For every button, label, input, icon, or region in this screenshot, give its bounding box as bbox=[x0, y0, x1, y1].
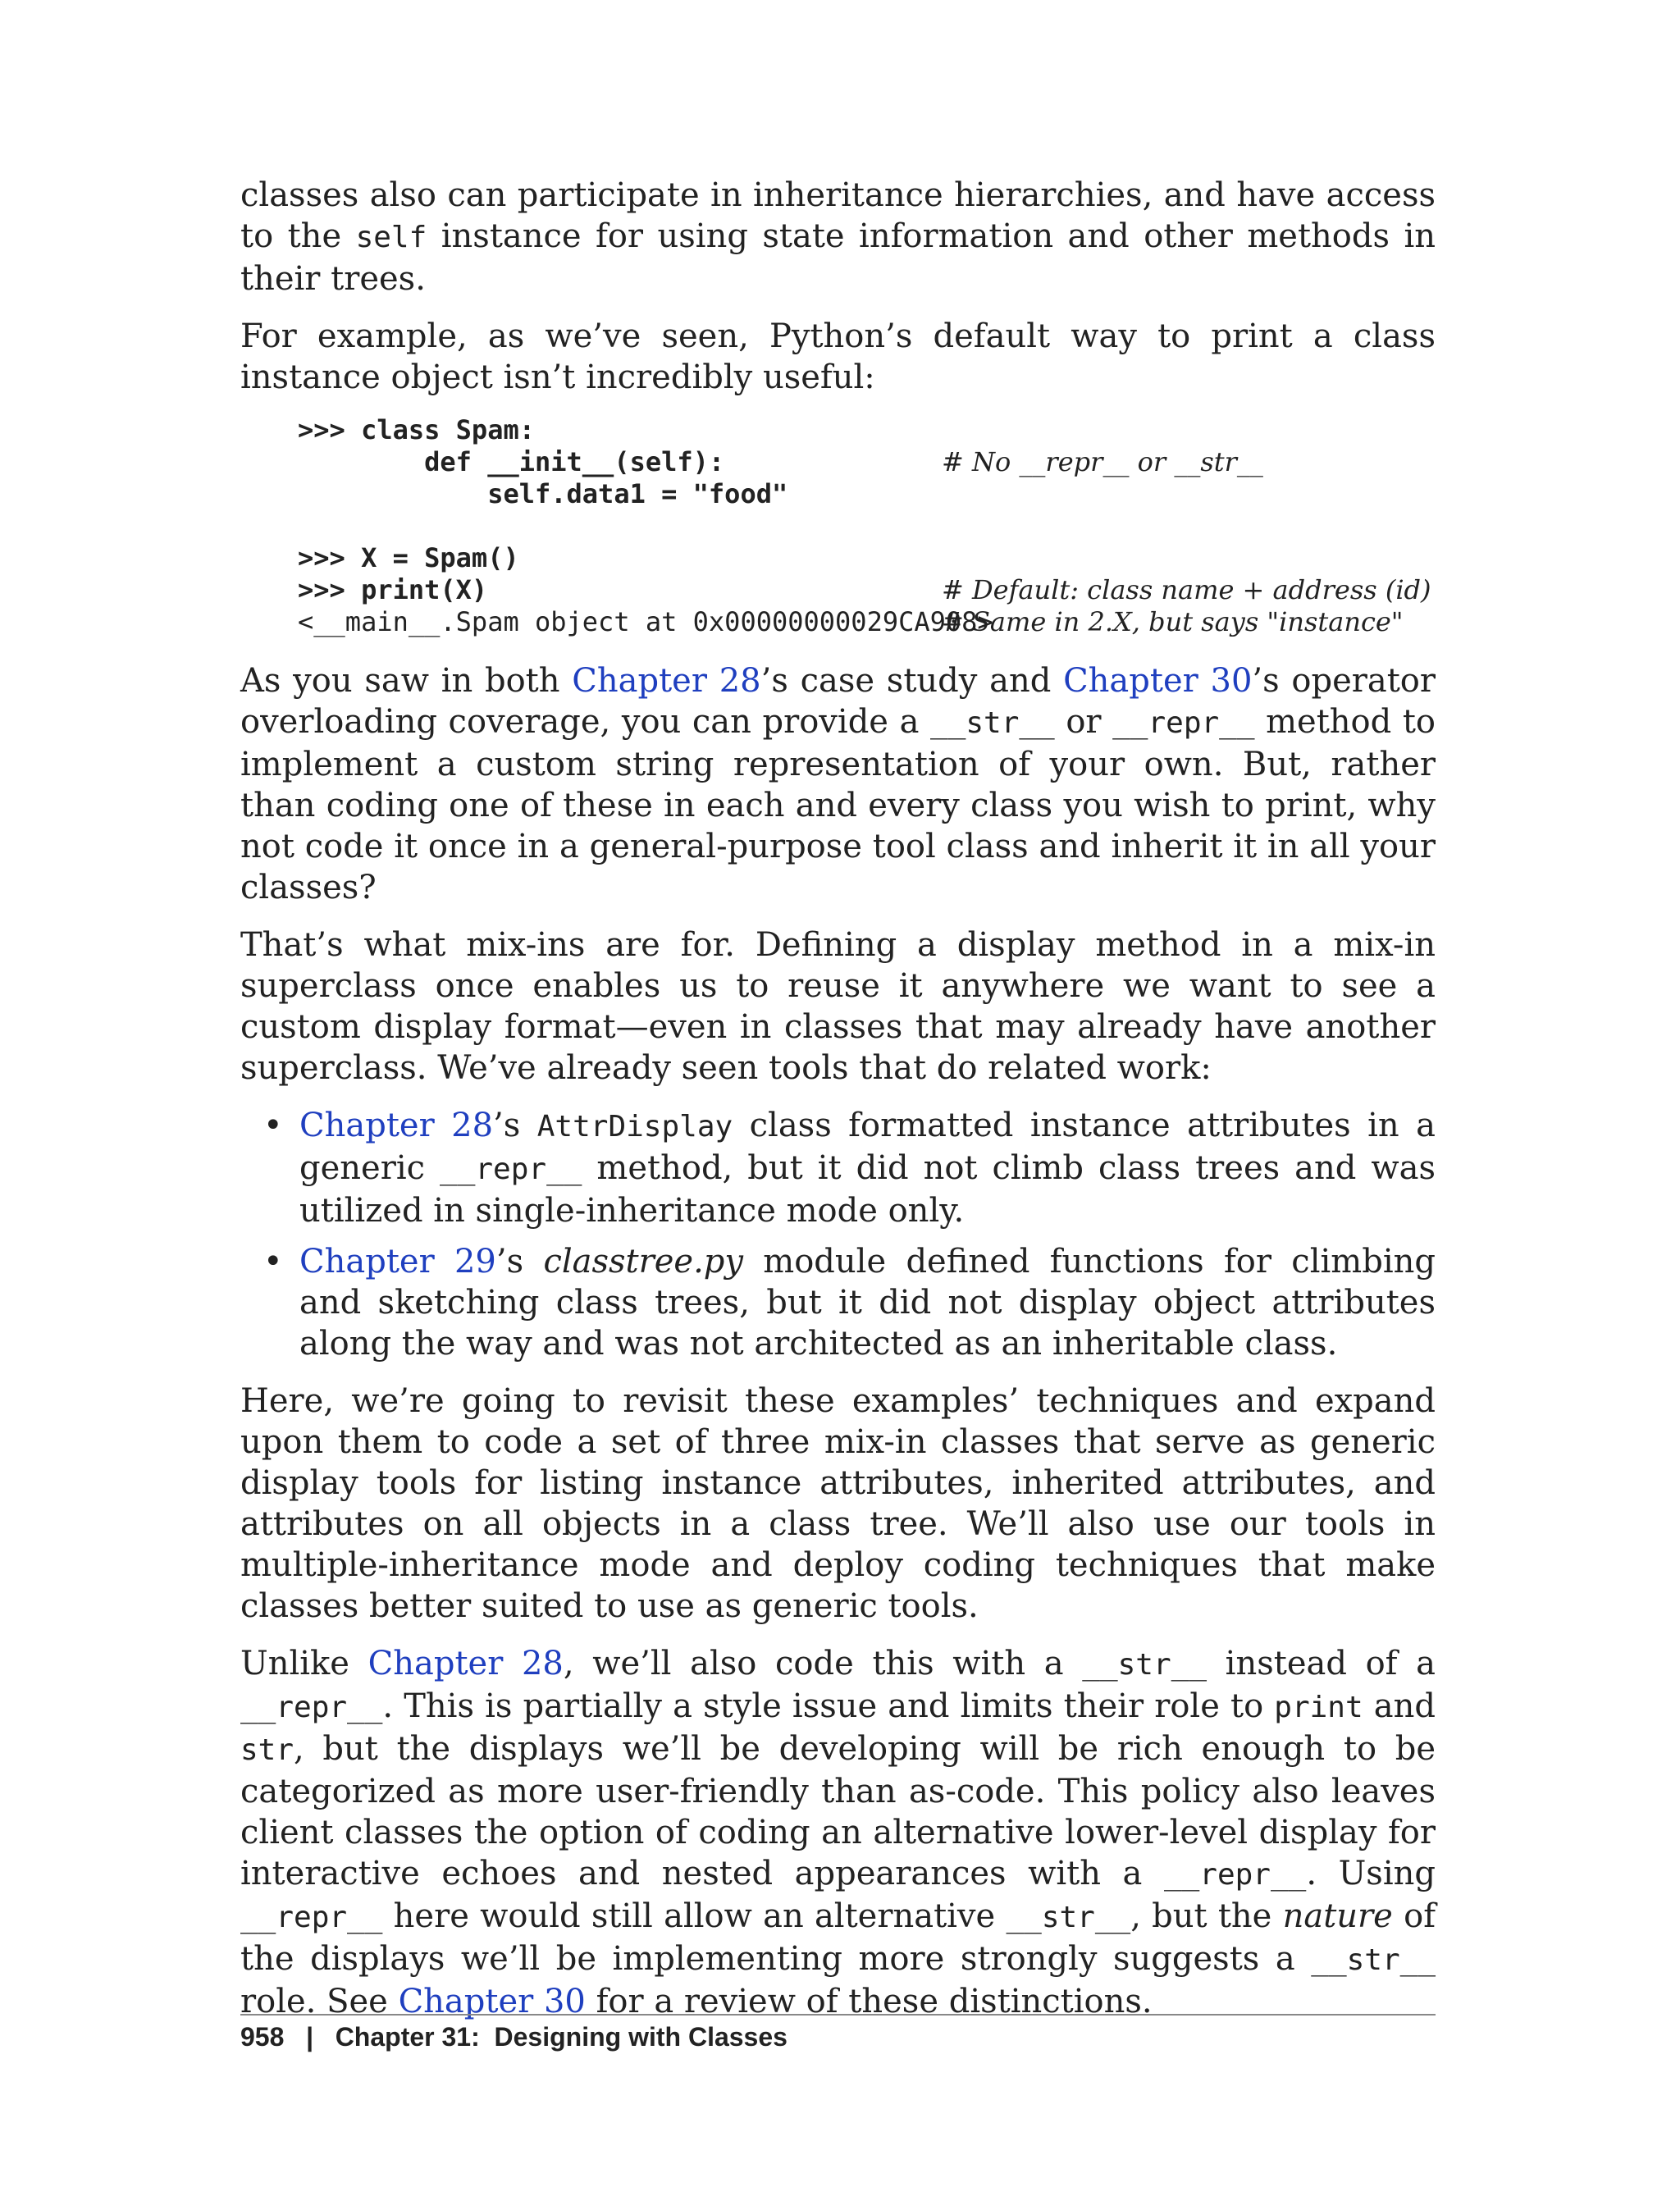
text: As you saw in both bbox=[240, 662, 573, 700]
code-line: >>> print(X) bbox=[298, 574, 488, 605]
text: method, but it did not climb class trees and was utilized in single-inheritance mode only. bbox=[299, 1149, 1436, 1230]
chapter-28-link[interactable]: Chapter 28 bbox=[572, 662, 761, 700]
bullet-list bbox=[240, 1105, 1436, 1364]
text: , but the bbox=[1130, 1897, 1283, 1935]
paragraph-plan bbox=[240, 1381, 1436, 1627]
chapter-30-link[interactable]: Chapter 30 bbox=[1063, 662, 1253, 700]
code-line: >>> class Spam: bbox=[298, 414, 535, 445]
filename: classtree.py bbox=[543, 1243, 743, 1281]
bullet-icon: • bbox=[263, 1243, 283, 1281]
code-line: self.data1 = "food" bbox=[298, 478, 788, 509]
text: here would still allow an alternative bbox=[382, 1897, 1007, 1935]
inline-code: self bbox=[355, 221, 427, 254]
inline-code: __str__ bbox=[930, 706, 1055, 740]
inline-code: str bbox=[240, 1733, 294, 1767]
footer-separator: | bbox=[306, 2022, 314, 2052]
running-head-chapter: Chapter 31: Designing with Classes bbox=[335, 2022, 788, 2052]
text: classes also can participate in inheritance hierarchies, and have access to the bbox=[240, 176, 1436, 255]
text: ’s operator overloading coverage, you can provide a bbox=[240, 662, 1436, 741]
text: or bbox=[1054, 703, 1113, 741]
text: class formatted instance attributes in a generic bbox=[299, 1107, 1436, 1187]
list-item bbox=[263, 1105, 1436, 1231]
footer-divider bbox=[240, 2014, 1436, 2016]
text: . This is partially a style issue and limits their role to bbox=[382, 1687, 1275, 1725]
inline-code: AttrDisplay bbox=[536, 1110, 733, 1144]
text: for a review of these distinctions. bbox=[585, 1983, 1153, 2020]
page-footer bbox=[240, 2022, 788, 2052]
text: For example, as we’ve seen, Python’s default way to print a class instance object isn’t incredibly useful: bbox=[240, 317, 1436, 396]
emphasis: nature bbox=[1282, 1897, 1393, 1935]
text: Unlike bbox=[240, 1645, 368, 1682]
inline-code: __repr__ bbox=[1112, 706, 1255, 740]
paragraph-str-choice bbox=[240, 1643, 1436, 2022]
text: That’s what mix-ins are for. Defining a display method in a mix-in superclass once enables us to reuse it anywhere we want to see a custom display format—even in classes that may already have another superclass. We’ve already seen tools that do related work: bbox=[240, 926, 1436, 1087]
text: Here, we’re going to revisit these examples’ techniques and expand upon them to code a set of three mix-in classes that serve as generic display tools for listing instance attributes, inherited attributes, and attributes on all objects in a class tree. We’ll also use our tools in multiple-inheritance mode and deploy coding techniques that make classes better suited to use as generic tools. bbox=[240, 1382, 1436, 1625]
paragraph-str-repr bbox=[240, 660, 1436, 908]
inline-code: __repr__ bbox=[240, 1901, 383, 1934]
code-comment: # No __repr__ or __str__ bbox=[942, 446, 1263, 477]
code-block bbox=[298, 414, 1436, 644]
text: ’s case study and bbox=[760, 662, 1064, 700]
text: , we’ll also code this with a bbox=[563, 1645, 1083, 1682]
text: ’s bbox=[495, 1243, 544, 1281]
text: instead of a bbox=[1207, 1645, 1436, 1682]
code-comment: # Default: class name + address (id) bbox=[942, 574, 1431, 605]
code-line: >>> X = Spam() bbox=[298, 542, 519, 573]
inline-code: print bbox=[1274, 1691, 1363, 1724]
code-line: def __init__(self): bbox=[298, 446, 725, 477]
inline-code: __str__ bbox=[1082, 1648, 1207, 1682]
text: of the displays we’ll be implementing more strongly suggests a bbox=[240, 1897, 1436, 1978]
code-output-line: <__main__.Spam object at 0x00000000029CA908> bbox=[298, 606, 993, 637]
text: role. See bbox=[240, 1983, 399, 2020]
paragraph-example bbox=[240, 316, 1436, 398]
chapter-29-link[interactable]: Chapter 29 bbox=[299, 1243, 496, 1281]
inline-code: __repr__ bbox=[440, 1153, 582, 1186]
chapter-30-link[interactable]: Chapter 30 bbox=[398, 1983, 586, 2020]
paragraph-mixins bbox=[240, 924, 1436, 1089]
inline-code: __repr__ bbox=[240, 1691, 383, 1724]
code-comment: # Same in 2.X, but says "instance" bbox=[942, 606, 1404, 637]
inline-code: __str__ bbox=[1006, 1901, 1131, 1934]
text: instance for using state information and other methods in their trees. bbox=[240, 217, 1436, 298]
page-body bbox=[240, 175, 1436, 2038]
page-number: 958 bbox=[240, 2022, 285, 2052]
chapter-28-link[interactable]: Chapter 28 bbox=[368, 1645, 564, 1682]
chapter-28-link[interactable]: Chapter 28 bbox=[299, 1107, 494, 1144]
paragraph-intro bbox=[240, 175, 1436, 299]
text: and bbox=[1363, 1687, 1436, 1725]
text: module defined functions for climbing and sketching class trees, but it did not display object attributes along the way and was not architected as an inheritable class. bbox=[299, 1243, 1436, 1363]
text: . Using bbox=[1306, 1855, 1436, 1892]
inline-code: __repr__ bbox=[1163, 1858, 1307, 1892]
list-item bbox=[263, 1241, 1436, 1364]
text: , but the displays we’ll be developing will be rich enough to be categorized as more user-friendly than as-code. This policy also leaves client classes the option of coding an alternative lower-level display for interactive echoes and nested appearances with a bbox=[240, 1730, 1436, 1892]
text: ’s bbox=[493, 1107, 537, 1144]
inline-code: __str__ bbox=[1311, 1943, 1436, 1977]
bullet-icon: • bbox=[263, 1107, 283, 1144]
text: method to implement a custom string representation of your own. But, rather than coding one of these in each and every class you wish to print, why not code it once in a general-purpose tool class and inherit it in all your classes? bbox=[240, 703, 1436, 906]
